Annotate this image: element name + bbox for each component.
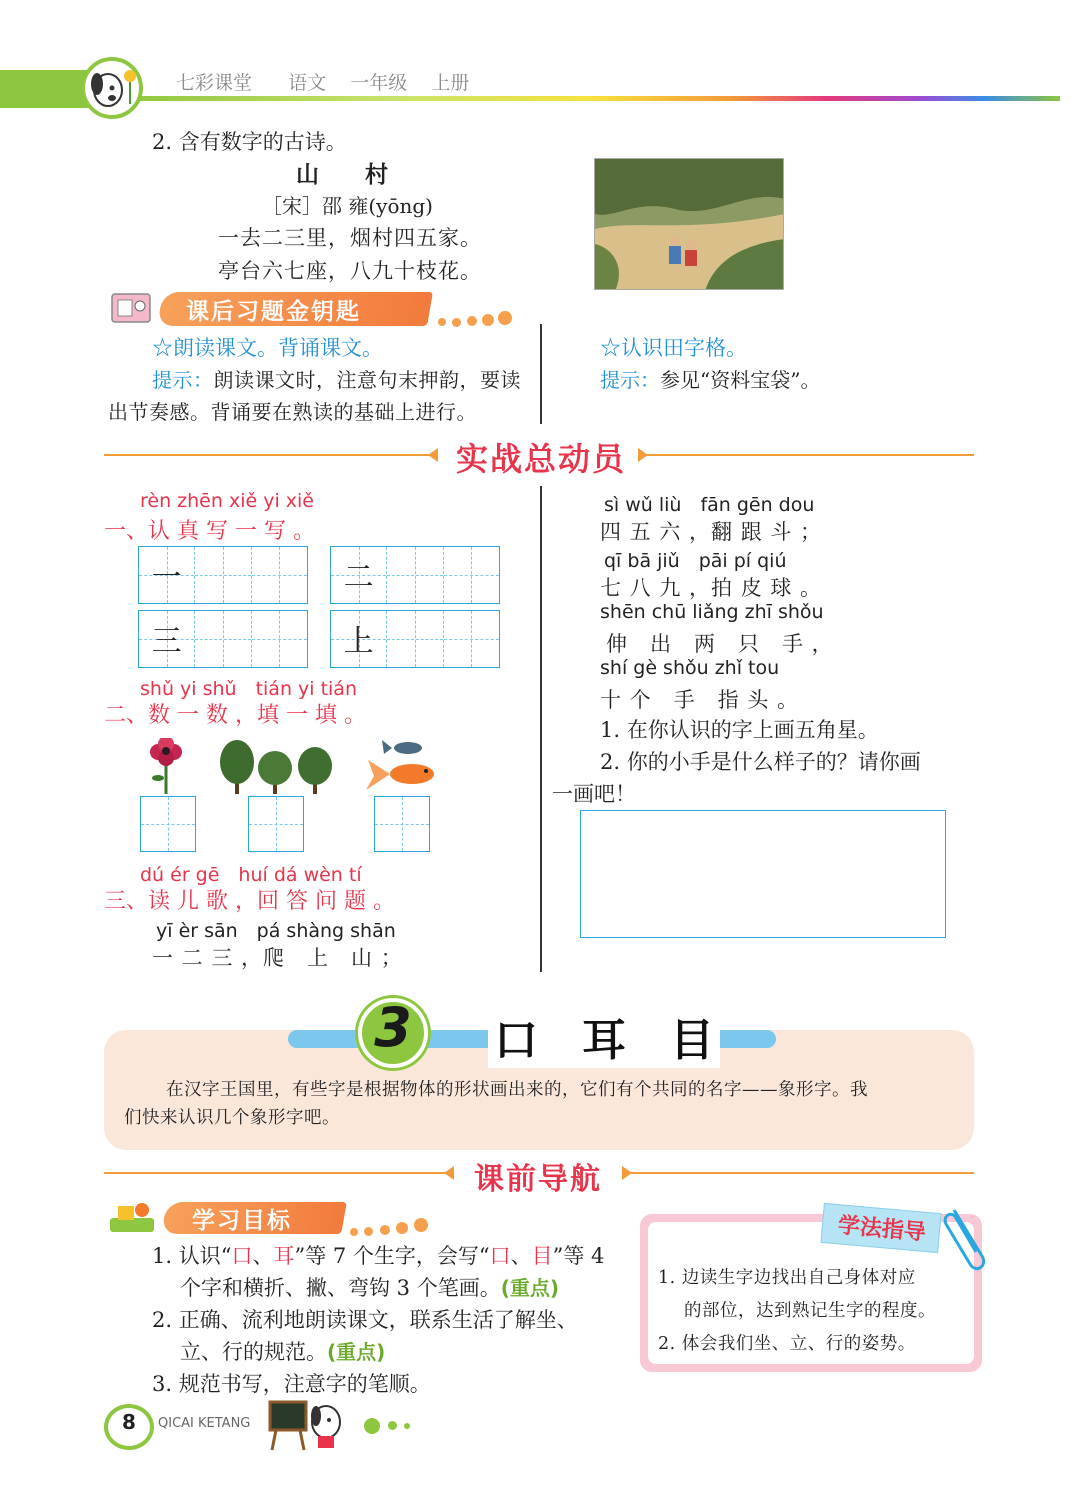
homework-banner-icon	[108, 288, 158, 328]
goal-banner-icon	[106, 1196, 158, 1236]
column-divider	[540, 324, 542, 424]
trees-image	[218, 738, 334, 794]
banner-dot	[364, 1227, 373, 1236]
goal-text: ”等 4	[552, 1244, 605, 1268]
writing-grid	[330, 610, 500, 668]
hint-text: 参见“资料宝袋”。	[660, 368, 821, 392]
poem-title: 山 村	[296, 161, 388, 188]
q3-sub-2: 2. 你的小手是什么样子的？请你画	[600, 750, 921, 774]
fish-image	[362, 736, 440, 794]
goal-1-cont	[180, 1272, 559, 1302]
goal-text: 立、行的规范。	[180, 1340, 327, 1364]
q3-sub-1: 1. 在你认识的字上画五角星。	[600, 718, 879, 742]
header-grade: 一年级	[350, 72, 408, 94]
flower-image	[146, 738, 186, 794]
poem-line-1: 一去二三里，烟村四五家。	[218, 226, 482, 250]
song-line-3: 七 八 九 ，拍 皮 球 。	[600, 576, 823, 600]
column-divider	[540, 486, 542, 972]
mascot-logo	[72, 54, 150, 120]
hint-text: 朗读课文时，注意句末押韵，要读	[213, 368, 521, 392]
header-bar	[0, 64, 1060, 106]
paperclip-icon	[936, 1204, 996, 1276]
q3-pinyin: dú ér gē huí dá wèn tí	[140, 864, 362, 886]
key-char: 口	[231, 1244, 253, 1268]
poem-intro: 2. 含有数字的古诗。	[152, 130, 347, 154]
song-pinyin-5: shí gè shǒu zhǐ tou	[600, 657, 780, 679]
goal-text: 1. 认识“	[152, 1244, 232, 1268]
song-line-2: 四 五 六 ，翻 跟 斗 ；	[600, 520, 823, 544]
writing-grid	[138, 610, 308, 668]
homework-right-hint	[600, 364, 820, 393]
song-pinyin-2: sì wǔ liù fān gēn dou	[604, 494, 815, 516]
poem-line-2: 亭台六七座，八九十枝花。	[218, 259, 482, 283]
goal-2-cont	[180, 1336, 385, 1366]
practice-rule-right	[646, 454, 974, 456]
banner-dot	[482, 314, 494, 326]
guide-rule-right	[630, 1172, 974, 1174]
writing-grid	[330, 546, 500, 604]
footer-dot	[404, 1423, 410, 1429]
q3-sub-2-cont: 一画吧！	[552, 782, 636, 806]
writing-grid	[138, 546, 308, 604]
homework-banner-label: 课后习题金钥匙	[186, 299, 361, 325]
banner-dot	[350, 1228, 358, 1236]
footer-dot	[364, 1418, 380, 1434]
q1-pinyin: rèn zhēn xiě yi xiě	[140, 490, 314, 512]
guide-arrow-left	[444, 1166, 454, 1180]
footer-brand: QICAI KETANG	[158, 1416, 251, 1431]
banner-dot	[452, 318, 461, 327]
answer-box-flower[interactable]	[140, 796, 196, 852]
q2-pinyin: shǔ yi shǔ tián yi tián	[140, 678, 357, 700]
header-title	[176, 68, 469, 95]
guide-rule-left	[104, 1172, 450, 1174]
practice-rule-left	[104, 454, 434, 456]
footer-mascot	[264, 1396, 346, 1452]
page-number: 8	[122, 1410, 136, 1434]
homework-left-hint	[152, 364, 521, 393]
guide-title: 课前导航	[474, 1162, 602, 1197]
poem-author: ［宋］邵 雍(yōng)	[262, 194, 433, 218]
goal-banner-label: 学习目标	[192, 1208, 292, 1234]
banner-dot	[414, 1218, 428, 1232]
goal-text: 、	[510, 1244, 532, 1268]
header-volume: 上册	[431, 72, 470, 94]
footer-dot	[388, 1421, 397, 1430]
key-point-badge: (重点)	[327, 1340, 386, 1364]
goal-text: 个字和横折、撇、弯钩 3 个笔画。	[180, 1276, 501, 1300]
song-line-5: 十 个 手 指 头 。	[600, 688, 800, 712]
song-line-4: 伸 出 两 只 手 ，	[606, 632, 834, 656]
grid-char: 二	[343, 560, 374, 596]
method-1: 1. 边读生字边找出自己身体对应	[658, 1268, 916, 1288]
grid-char: 上	[343, 624, 374, 660]
banner-dot	[498, 311, 512, 325]
banner-dot	[438, 318, 446, 326]
goal-1	[152, 1240, 604, 1270]
grid-char: 三	[151, 624, 182, 660]
key-point-badge: (重点)	[500, 1276, 559, 1300]
q2-label: 二、数 一 数 ，填 一 填 。	[104, 703, 366, 728]
homework-right-task: ☆认识田字格。	[600, 336, 747, 360]
goal-3: 3. 规范书写，注意字的笔顺。	[152, 1372, 431, 1396]
hint-label: 提示：	[600, 368, 660, 392]
header-subject: 语文	[288, 72, 327, 94]
key-char: 口	[489, 1244, 511, 1268]
banner-dot	[396, 1222, 408, 1234]
goal-2: 2. 正确、流利地朗读课文，联系生活了解坐、	[152, 1308, 578, 1332]
song-pinyin-3: qī bā jiǔ pāi pí qiú	[604, 550, 787, 572]
banner-dot	[380, 1225, 390, 1235]
homework-left-hint-2: 出节奏感。背诵要在熟读的基础上进行。	[108, 400, 477, 424]
song-line-1: 一 二 三 ，爬 上 山 ；	[152, 946, 403, 970]
method-1-cont: 的部位，达到熟记生字的程度。	[684, 1301, 936, 1321]
key-char: 目	[531, 1244, 553, 1268]
method-2: 2. 体会我们坐、立、行的姿势。	[658, 1334, 916, 1354]
drawing-box[interactable]	[580, 810, 946, 938]
q3-label: 三、读 儿 歌 ，回 答 问 题 。	[104, 889, 395, 914]
song-pinyin-4: shēn chū liǎng zhī shǒu	[600, 601, 824, 623]
header-rainbow-line	[120, 96, 1060, 101]
answer-box-fish[interactable]	[374, 796, 430, 852]
lesson-title: 口 耳 目	[488, 1004, 720, 1068]
homework-left-task: ☆朗读课文。背诵课文。	[152, 336, 383, 360]
header-series: 七彩课堂	[176, 72, 253, 94]
song-pinyin-1: yī èr sān pá shàng shān	[156, 920, 396, 942]
poem-illustration	[594, 158, 784, 290]
goal-text: 、	[252, 1244, 274, 1268]
method-tag-label: 学法指导	[836, 1213, 927, 1246]
lesson-intro-2: 们快来认识几个象形字吧。	[124, 1108, 340, 1128]
practice-title: 实战总动员	[456, 440, 627, 478]
answer-box-trees[interactable]	[248, 796, 304, 852]
lesson-number: 3	[374, 996, 412, 1059]
goal-text: ”等 7 个生字，会写“	[294, 1244, 490, 1268]
grid-char: 一	[151, 560, 182, 596]
banner-dot	[467, 316, 477, 326]
q1-label: 一、认 真 写 一 写 。	[104, 519, 315, 544]
key-char: 耳	[273, 1244, 295, 1268]
practice-arrow-left	[428, 448, 438, 462]
hint-label: 提示：	[152, 368, 214, 392]
lesson-intro-1: 在汉字王国里，有些字是根据物体的形状画出来的，它们有个共同的名字——象形字。我	[166, 1080, 868, 1100]
